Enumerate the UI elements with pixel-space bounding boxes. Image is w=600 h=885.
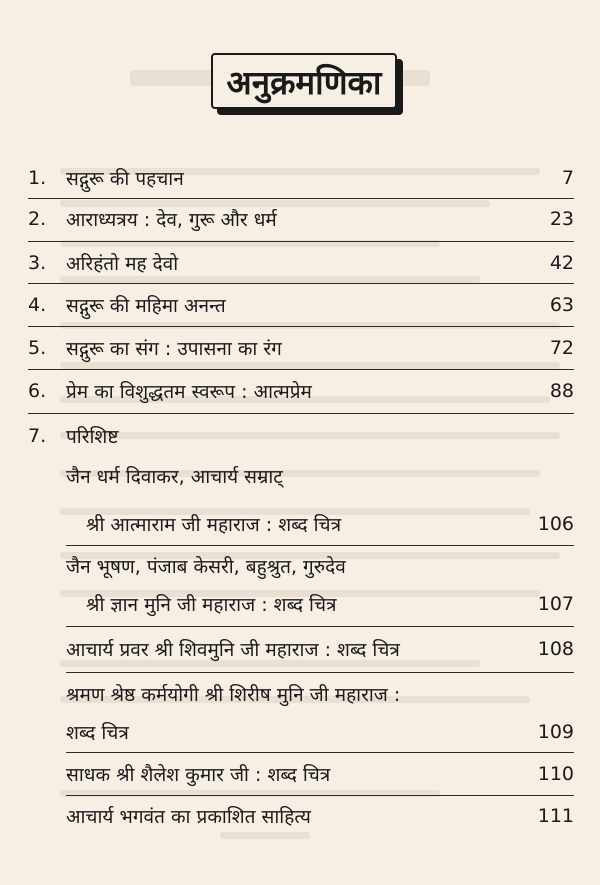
toc-entry <box>28 245 574 281</box>
entry-number: 3. <box>28 252 47 274</box>
entry-title: प्रेम का विशुद्धतम स्वरूप : आत्मप्रेम <box>66 381 312 403</box>
divider <box>66 626 574 627</box>
appendix-page: 110 <box>537 763 574 785</box>
divider <box>28 283 574 284</box>
appendix-title-line2: आचार्य प्रवर श्री शिवमुनि जी महाराज : शब्द चित्र <box>66 639 400 661</box>
toc-entry <box>28 160 574 196</box>
appendix-title-line2: श्री आत्माराम जी महाराज : शब्द चित्र <box>86 514 342 536</box>
appendix-title-line1: जैन भूषण, पंजाब केसरी, बहुश्रुत, गुरुदेव <box>66 556 346 578</box>
entry-number: 1. <box>28 167 47 189</box>
toc-entry <box>28 373 574 409</box>
divider <box>66 672 574 673</box>
appendix-title-line2: श्री ज्ञान मुनि जी महाराज : शब्द चित्र <box>86 594 337 616</box>
entry-number: 6. <box>28 380 47 402</box>
divider <box>28 369 574 370</box>
page-title: अनुक्रमणिका <box>211 53 397 109</box>
appendix-line <box>66 633 574 665</box>
title-frame <box>211 53 407 119</box>
appendix-line <box>66 800 574 832</box>
entry-title: सद्गुरू की महिमा अनन्त <box>66 295 226 317</box>
divider <box>28 326 574 327</box>
appendix-line <box>66 716 574 748</box>
appendix-title-line2: साधक श्री शैलेश कुमार जी : शब्द चित्र <box>66 764 331 786</box>
appendix-page: 106 <box>537 513 574 535</box>
entry-title: सद्गुरू का संग : उपासना का रंग <box>66 338 282 360</box>
entry-page: 88 <box>549 380 574 402</box>
entry-page: 7 <box>561 167 574 189</box>
entry-title: अरिहंतो मह देवो <box>66 253 179 275</box>
appendix-title-line2: शब्द चित्र <box>66 722 129 744</box>
appendix-page: 107 <box>537 593 574 615</box>
divider <box>66 795 574 796</box>
appendix-title-line2: आचार्य भगवंत का प्रकाशित साहित्य <box>66 806 311 828</box>
appendix-line <box>86 588 574 620</box>
toc-entry <box>28 330 574 366</box>
entry-page: 42 <box>549 252 574 274</box>
divider <box>66 752 574 753</box>
entry-title: आराध्यत्रय : देव, गुरू और धर्म <box>66 209 277 231</box>
entry-page: 63 <box>549 294 574 316</box>
toc-entry <box>28 201 574 237</box>
appendix-page: 109 <box>537 721 574 743</box>
entry-number: 4. <box>28 294 47 316</box>
appendix-line <box>86 508 574 540</box>
divider <box>66 545 574 546</box>
appendix-title-line1: श्रमण श्रेष्ठ कर्मयोगी श्री शिरीष मुनि जी महाराज : <box>66 684 401 706</box>
entry-title: परिशिष्ट <box>66 426 119 448</box>
toc-entry <box>28 287 574 323</box>
entry-number: 7. <box>28 425 47 447</box>
entry-number: 2. <box>28 208 47 230</box>
appendix-line <box>66 550 574 582</box>
toc-entry <box>28 418 574 454</box>
entry-title: सद्गुरू की पहचान <box>66 168 184 190</box>
divider <box>28 241 574 242</box>
appendix-title-line1: जैन धर्म दिवाकर, आचार्य सम्राट् <box>66 466 283 488</box>
divider <box>28 413 574 414</box>
appendix-line <box>66 460 574 492</box>
appendix-line <box>66 758 574 790</box>
appendix-line <box>66 678 574 710</box>
entry-page: 72 <box>549 337 574 359</box>
entry-page: 23 <box>549 208 574 230</box>
entry-number: 5. <box>28 337 47 359</box>
appendix-page: 108 <box>537 638 574 660</box>
divider <box>28 198 574 199</box>
appendix-page: 111 <box>537 805 574 827</box>
